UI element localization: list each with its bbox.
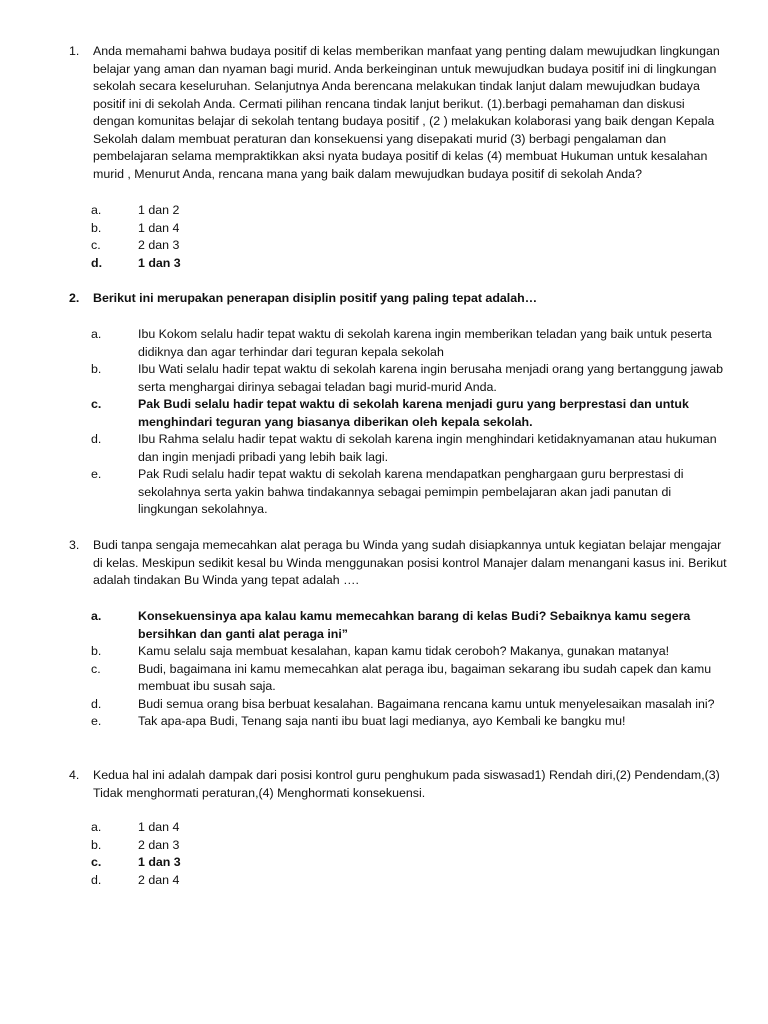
option-text: Konsekuensinya apa kalau kamu memecahkan barang di kelas Budi? Sebaiknya kamu segera bersihkan dan ganti alat peraga ini” bbox=[138, 609, 691, 641]
option-text: 1 dan 4 bbox=[138, 220, 180, 235]
option-letter: d. bbox=[91, 872, 102, 887]
question-text: Budi tanpa sengaja memecahkan alat peraga bu Winda yang sudah disiapkannya untuk kegiatan belajar mengajar di kelas. Meskipun sedikit kesal bu Winda menggunakan posisi kontrol Manajer dalam menangani kasus ini. Berikut adalah tindakan Bu Winda yang tepat adalah …. bbox=[93, 538, 727, 587]
option-letter: c. bbox=[91, 238, 101, 252]
option-text: Pak Budi selalu hadir tepat waktu di sekolah karena menjadi guru yang berprestasi dan untuk menghindari teguran yang biasanya diberikan oleh kepala sekolah. bbox=[138, 397, 689, 429]
option-c[interactable] bbox=[91, 237, 731, 255]
option-letter: e. bbox=[91, 467, 102, 481]
option-letter: a. bbox=[91, 203, 102, 217]
option-letter: b. bbox=[91, 362, 102, 376]
option-c[interactable] bbox=[91, 661, 731, 696]
option-text: Ibu Rahma selalu hadir tepat waktu di sekolah karena ingin menghindari ketidaknyamanan atau hukuman dan ingin menjadi pribadi yang lebih baik lagi. bbox=[138, 432, 717, 464]
question-4 bbox=[69, 767, 729, 802]
option-b[interactable] bbox=[91, 361, 731, 396]
question-1 bbox=[69, 43, 729, 183]
option-text: Budi, bagaimana ini kamu memecahkan alat peraga ibu, bagaiman sekarang ibu sudah capek dan kamu membuat ibu susah saja. bbox=[138, 661, 712, 693]
question-number: 3. bbox=[69, 538, 80, 552]
option-b[interactable] bbox=[91, 643, 731, 661]
option-text: 2 dan 4 bbox=[138, 872, 180, 887]
option-letter: a. bbox=[91, 327, 102, 341]
option-c[interactable] bbox=[91, 854, 731, 872]
option-a[interactable] bbox=[91, 608, 731, 643]
option-text: 1 dan 3 bbox=[138, 255, 181, 270]
option-letter: c. bbox=[91, 397, 102, 411]
option-a[interactable] bbox=[91, 326, 731, 361]
question-1-options bbox=[91, 202, 731, 272]
option-d[interactable] bbox=[91, 255, 731, 273]
option-letter: a. bbox=[91, 820, 102, 834]
option-text: Tak apa-apa Budi, Tenang saja nanti ibu buat lagi medianya, ayo Kembali ke bangku mu! bbox=[138, 714, 626, 728]
option-a[interactable] bbox=[91, 202, 731, 220]
option-text: 1 dan 4 bbox=[138, 820, 180, 834]
question-3 bbox=[69, 537, 729, 590]
option-text: Ibu Wati selalu hadir tepat waktu di sekolah karena ingin berusaha menjadi orang yang bertanggung jawab serta menghargai dirinya sebagai teladan bagi murid-murid Anda. bbox=[138, 362, 724, 394]
question-4-options bbox=[91, 819, 731, 889]
option-c[interactable] bbox=[91, 396, 731, 431]
question-3-options bbox=[91, 608, 731, 731]
option-letter: d. bbox=[91, 696, 102, 711]
option-e[interactable] bbox=[91, 713, 731, 731]
question-text: Anda memahami bahwa budaya positif di kelas memberikan manfaat yang penting dalam mewujudkan lingkungan belajar yang aman dan nyaman bagi murid. Anda berkeinginan untuk mewujudkan budaya positif ini di lingkungan sekolah secara keseluruhan. Selanjutnya Anda berencana melakukan tindak lanjut dalam mewujudkan budaya positif ini di sekolah Anda. Cermati pilihan rencana tindak lanjut berikut. (1).berbagi pemahaman dan diskusi dengan komunitas belajar di sekolah tentang budaya positif , (2 ) melakukan kolaborasi yang baik dengan Kepala Sekolah dalam membuat peraturan dan konsekuensi yang disepakati murid (3) berbagi pengalaman dan pembelajaran selama mempraktikkan aksi nyata budaya positif di kelas (4) membuat Hukuman untuk kesalahan murid , Menurut Anda, rencana mana yang baik dalam mewujudkan budaya positif di sekolah Anda? bbox=[93, 44, 720, 181]
question-2-options bbox=[91, 326, 731, 519]
option-a[interactable] bbox=[91, 819, 731, 837]
option-d[interactable] bbox=[91, 431, 731, 466]
option-d[interactable] bbox=[91, 696, 731, 714]
option-letter: b. bbox=[91, 644, 102, 658]
option-letter: d. bbox=[91, 432, 102, 446]
question-text: Kedua hal ini adalah dampak dari posisi kontrol guru penghukum pada siswasad1) Rendah diri,(2) Pendendam,(3) Tidak menghormati peraturan,(4) Menghormati konsekuensi. bbox=[93, 768, 720, 800]
option-letter: c. bbox=[91, 855, 102, 869]
question-number: 2. bbox=[69, 291, 80, 305]
option-letter: b. bbox=[91, 837, 102, 852]
option-text: Budi semua orang bisa berbuat kesalahan. Bagaimana rencana kamu untuk menyelesaikan masalah ini? bbox=[138, 696, 715, 711]
option-letter: d. bbox=[91, 255, 103, 270]
question-text: Berikut ini merupakan penerapan disiplin positif yang paling tepat adalah… bbox=[93, 291, 538, 305]
option-b[interactable] bbox=[91, 837, 731, 855]
option-letter: c. bbox=[91, 661, 101, 676]
question-number: 4. bbox=[69, 768, 80, 782]
option-letter: b. bbox=[91, 220, 102, 235]
option-b[interactable] bbox=[91, 220, 731, 238]
option-text: 1 dan 2 bbox=[138, 203, 180, 217]
option-letter: e. bbox=[91, 714, 102, 728]
option-text: 2 dan 3 bbox=[138, 238, 180, 252]
option-text: 2 dan 3 bbox=[138, 837, 180, 852]
option-text: Ibu Kokom selalu hadir tepat waktu di sekolah karena ingin memberikan teladan yang baik untuk peserta didiknya dan agar terhindar dari teguran kepala sekolah bbox=[138, 327, 712, 359]
option-text: Kamu selalu saja membuat kesalahan, kapan kamu tidak ceroboh? Makanya, gunakan matanya! bbox=[138, 644, 670, 658]
option-d[interactable] bbox=[91, 872, 731, 890]
question-number: 1. bbox=[69, 44, 80, 58]
option-letter: a. bbox=[91, 609, 102, 623]
option-text: Pak Rudi selalu hadir tepat waktu di sekolah karena mendapatkan penghargaan guru berprestasi di sekolahnya serta yakin bahwa tindakannya sebagai pemimpin pembelajaran akan jadi panutan di lingkungan sekolahnya. bbox=[138, 467, 684, 516]
option-e[interactable] bbox=[91, 466, 731, 519]
option-text: 1 dan 3 bbox=[138, 855, 181, 869]
question-2 bbox=[69, 290, 729, 308]
